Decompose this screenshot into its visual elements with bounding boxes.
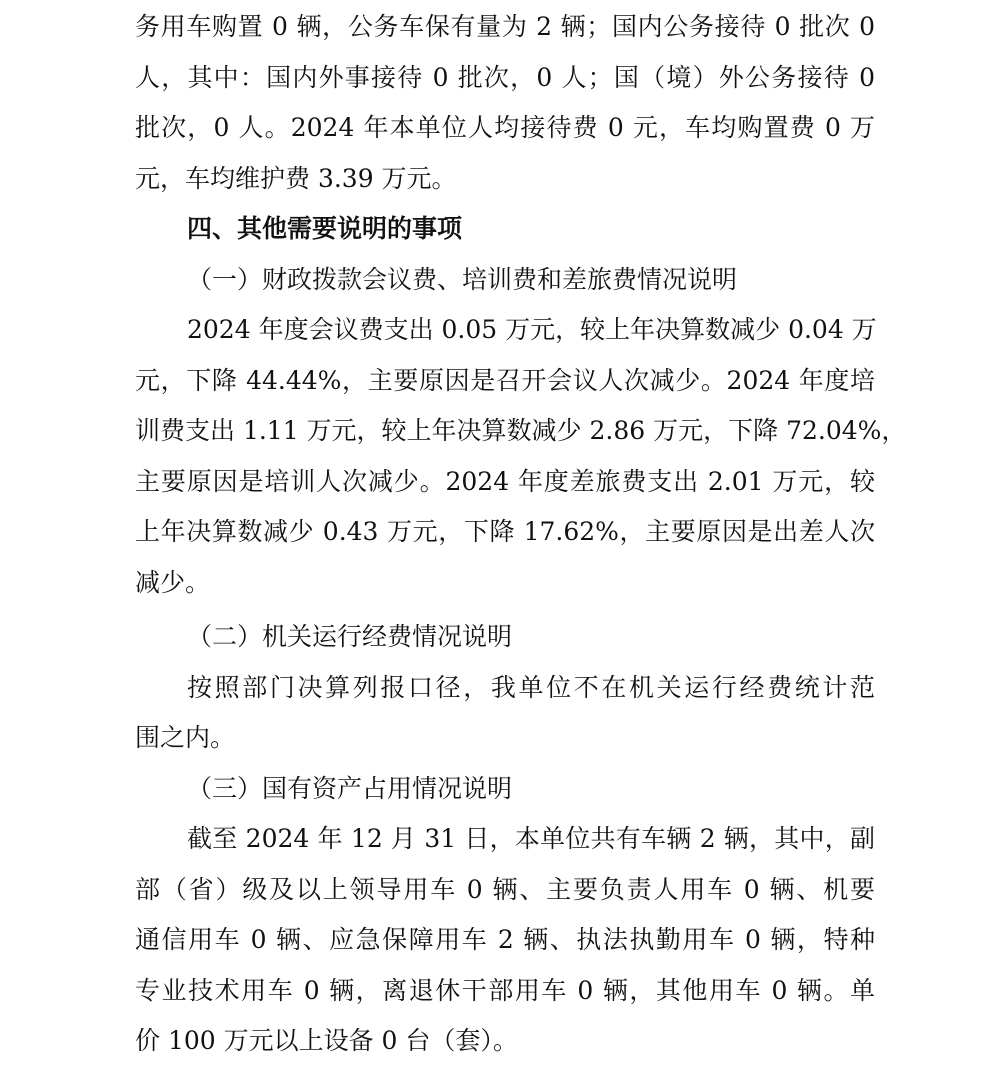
document-page	[135, 2, 907, 1067]
subsection-heading: （一）财政拨款会议费、培训费和差旅费情况说明	[187, 264, 738, 294]
paragraph-line: 务用车购置 0 辆，公务车保有量为 2 辆；国内公务接待 0 批次 0	[135, 12, 875, 41]
paragraph-line: 元，下降 44.44%，主要原因是召开会议人次减少。2024 年度培	[135, 365, 875, 395]
paragraph-line: 部（省）级及以上领导用车 0 辆、主要负责人用车 0 辆、机要	[135, 874, 875, 904]
paragraph-line: 元，车均维护费 3.39 万元。	[135, 163, 457, 193]
paragraph-line: 专业技术用车 0 辆，离退休干部用车 0 辆，其他用车 0 辆。单	[135, 975, 875, 1005]
paragraph-line: 价 100 万元以上设备 0 台（套）。	[135, 1026, 518, 1055]
section-heading: 四、其他需要说明的事项	[187, 214, 463, 243]
paragraph-line: 围之内。	[135, 723, 236, 752]
paragraph-line: 通信用车 0 辆、应急保障用车 2 辆、执法执勤用车 0 辆，特种	[135, 925, 875, 954]
paragraph-line: 训费支出 1.11 万元，较上年决算数减少 2.86 万元，下降 72.04%，	[135, 416, 907, 445]
paragraph-line: 人，其中：国内外事接待 0 批次，0 人；国（境）外公务接待 0	[135, 62, 875, 92]
paragraph-line: 按照部门决算列报口径，我单位不在机关运行经费统计范	[187, 672, 875, 702]
paragraph-line: 截至 2024 年 12 月 31 日，本单位共有车辆 2 辆，其中，副	[187, 824, 875, 853]
paragraph-line: 批次，0 人。2024 年本单位人均接待费 0 元，车均购置费 0 万	[135, 113, 875, 142]
subsection-heading: （二）机关运行经费情况说明	[187, 622, 513, 651]
paragraph-line: 上年决算数减少 0.43 万元，下降 17.62%，主要原因是出差人次	[135, 517, 875, 546]
paragraph-line: 主要原因是培训人次减少。2024 年度差旅费支出 2.01 万元，较	[135, 466, 875, 496]
paragraph-line: 减少。	[135, 567, 211, 597]
paragraph-line: 2024 年度会议费支出 0.05 万元，较上年决算数减少 0.04 万	[187, 315, 877, 344]
subsection-heading: （三）国有资产占用情况说明	[187, 773, 513, 803]
